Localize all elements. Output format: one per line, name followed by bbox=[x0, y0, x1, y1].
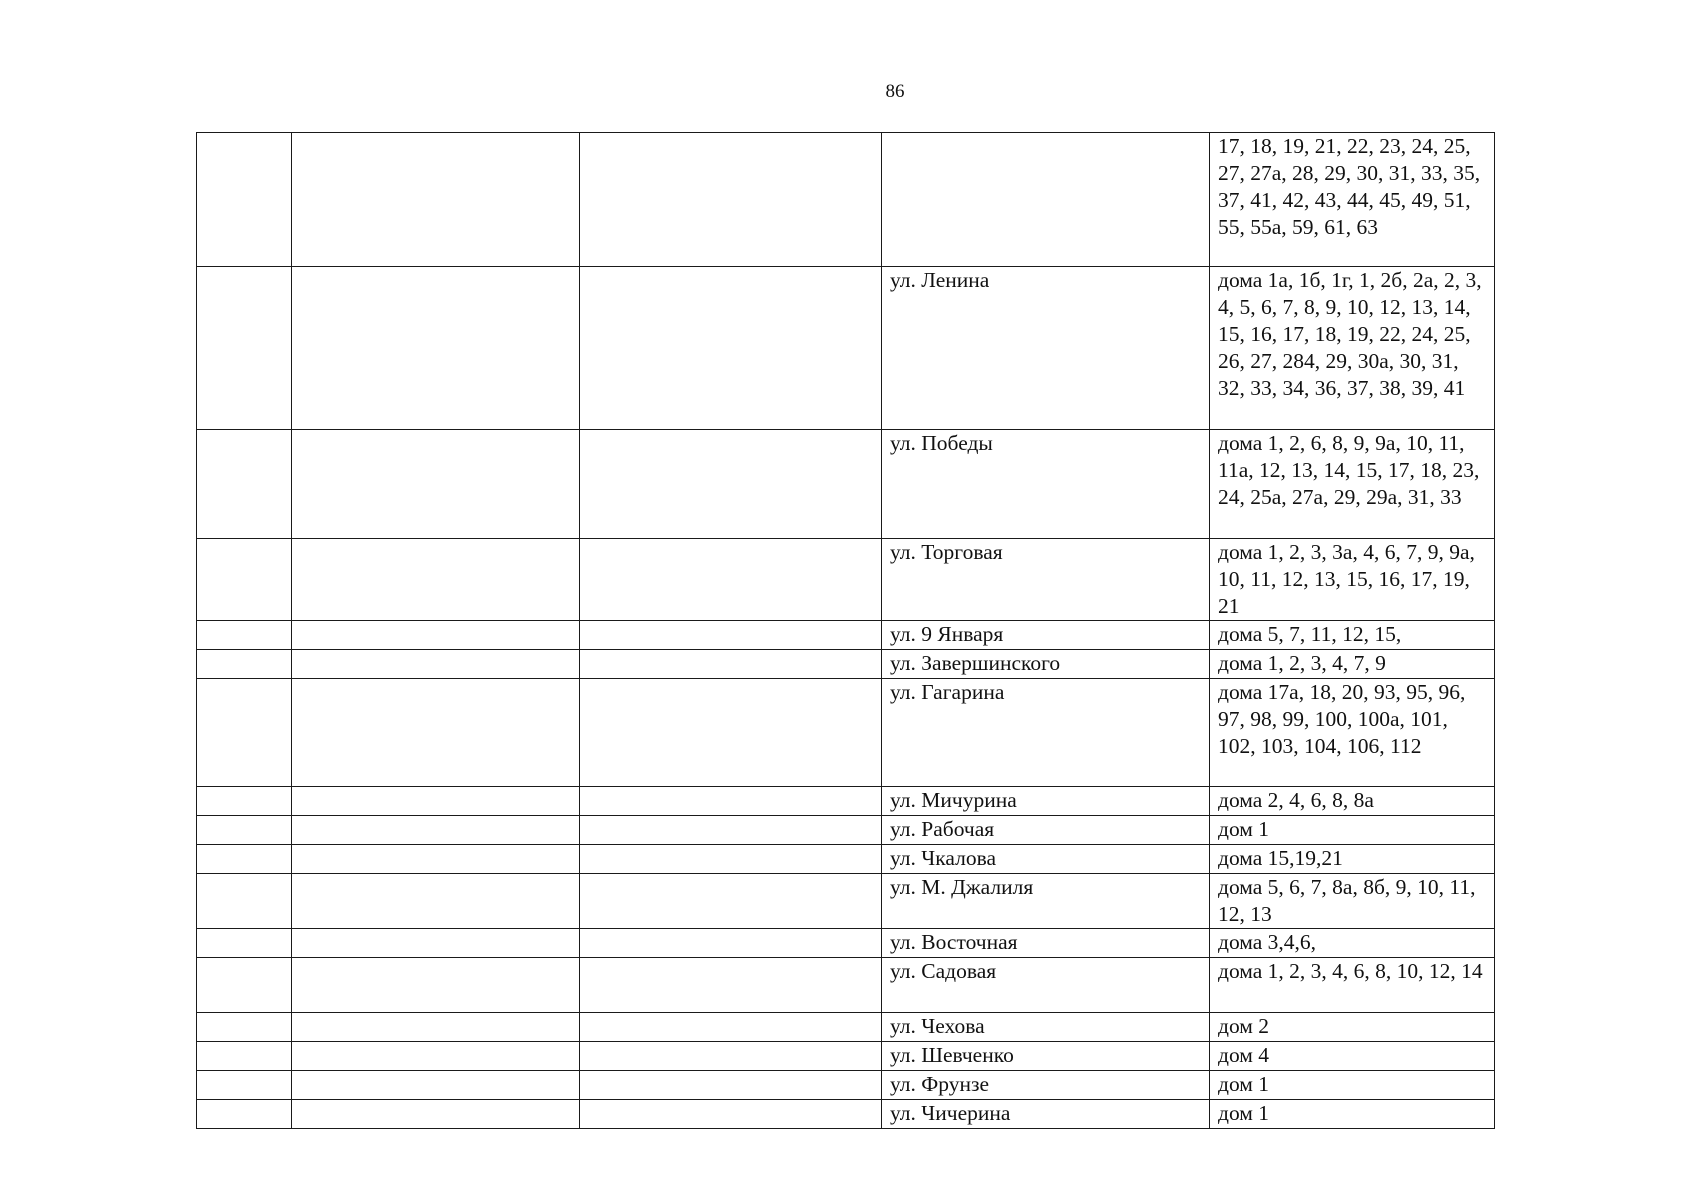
address-table bbox=[196, 132, 1495, 1129]
cell-locality bbox=[292, 267, 580, 430]
table-row bbox=[197, 539, 1495, 621]
cell-houses: дом 1 bbox=[1210, 816, 1495, 845]
cell-houses: дома 15,19,21 bbox=[1210, 845, 1495, 874]
cell-houses: дом 2 bbox=[1210, 1013, 1495, 1042]
table-row bbox=[197, 874, 1495, 929]
table-row bbox=[197, 1013, 1495, 1042]
cell-number bbox=[197, 133, 292, 267]
cell-street: ул. Победы bbox=[882, 430, 1210, 539]
cell-houses: дома 1, 2, 3, 4, 6, 8, 10, 12, 14 bbox=[1210, 958, 1495, 1013]
cell-houses: дома 5, 7, 11, 12, 15, bbox=[1210, 621, 1495, 650]
cell-locality bbox=[292, 679, 580, 787]
cell-organization bbox=[580, 874, 882, 929]
cell-houses: дом 1 bbox=[1210, 1100, 1495, 1129]
cell-street: ул. Восточная bbox=[882, 929, 1210, 958]
cell-number bbox=[197, 1013, 292, 1042]
cell-houses: дома 1, 2, 6, 8, 9, 9а, 10, 11, 11а, 12, 13, 14, 15, 17, 18, 23, 24, 25а, 27а, 29, 29а, 31, 33 bbox=[1210, 430, 1495, 539]
cell-street: ул. Мичурина bbox=[882, 787, 1210, 816]
cell-number bbox=[197, 1071, 292, 1100]
cell-organization bbox=[580, 1042, 882, 1071]
cell-number bbox=[197, 1042, 292, 1071]
cell-number bbox=[197, 650, 292, 679]
cell-organization bbox=[580, 1013, 882, 1042]
cell-street: ул. Чичерина bbox=[882, 1100, 1210, 1129]
cell-organization bbox=[580, 958, 882, 1013]
cell-locality bbox=[292, 787, 580, 816]
cell-houses: дома 1а, 1б, 1г, 1, 2б, 2а, 2, 3, 4, 5, 6, 7, 8, 9, 10, 12, 13, 14, 15, 16, 17, 18, 19, 22, 24, 25, 26, 27, 284, 29, 30а, 30, 31, 32, 33, 34, 36, 37, 38, 39, 41 bbox=[1210, 267, 1495, 430]
table-row bbox=[197, 929, 1495, 958]
cell-street: ул. Рабочая bbox=[882, 816, 1210, 845]
cell-organization bbox=[580, 1100, 882, 1129]
cell-houses: дома 5, 6, 7, 8а, 8б, 9, 10, 11, 12, 13 bbox=[1210, 874, 1495, 929]
cell-locality bbox=[292, 845, 580, 874]
cell-street: ул. 9 Января bbox=[882, 621, 1210, 650]
cell-number bbox=[197, 430, 292, 539]
cell-number bbox=[197, 787, 292, 816]
cell-locality bbox=[292, 430, 580, 539]
cell-street: ул. Чехова bbox=[882, 1013, 1210, 1042]
cell-organization bbox=[580, 621, 882, 650]
cell-number bbox=[197, 539, 292, 621]
cell-organization bbox=[580, 929, 882, 958]
cell-locality bbox=[292, 1042, 580, 1071]
cell-houses: дома 3,4,6, bbox=[1210, 929, 1495, 958]
cell-street: ул. Ленина bbox=[882, 267, 1210, 430]
cell-organization bbox=[580, 1071, 882, 1100]
cell-street: ул. Садовая bbox=[882, 958, 1210, 1013]
cell-number bbox=[197, 267, 292, 430]
cell-organization bbox=[580, 650, 882, 679]
cell-locality bbox=[292, 1071, 580, 1100]
cell-organization bbox=[580, 816, 882, 845]
table-row bbox=[197, 1100, 1495, 1129]
cell-street: ул. М. Джалиля bbox=[882, 874, 1210, 929]
cell-locality bbox=[292, 1100, 580, 1129]
table-row bbox=[197, 650, 1495, 679]
cell-number bbox=[197, 874, 292, 929]
cell-locality bbox=[292, 816, 580, 845]
table-row bbox=[197, 621, 1495, 650]
cell-number bbox=[197, 679, 292, 787]
table-row bbox=[197, 679, 1495, 787]
cell-street: ул. Чкалова bbox=[882, 845, 1210, 874]
cell-number bbox=[197, 929, 292, 958]
cell-number bbox=[197, 1100, 292, 1129]
cell-locality bbox=[292, 929, 580, 958]
cell-street bbox=[882, 133, 1210, 267]
cell-organization bbox=[580, 133, 882, 267]
cell-houses: дома 17а, 18, 20, 93, 95, 96, 97, 98, 99, 100, 100а, 101, 102, 103, 104, 106, 112 bbox=[1210, 679, 1495, 787]
table-row bbox=[197, 430, 1495, 539]
cell-houses: дом 4 bbox=[1210, 1042, 1495, 1071]
cell-organization bbox=[580, 787, 882, 816]
cell-locality bbox=[292, 1013, 580, 1042]
cell-locality bbox=[292, 874, 580, 929]
cell-locality bbox=[292, 650, 580, 679]
table-row bbox=[197, 133, 1495, 267]
cell-houses: 17, 18, 19, 21, 22, 23, 24, 25, 27, 27а, 28, 29, 30, 31, 33, 35, 37, 41, 42, 43, 44, 45, 49, 51, 55, 55а, 59, 61, 63 bbox=[1210, 133, 1495, 267]
cell-number bbox=[197, 621, 292, 650]
cell-street: ул. Гагарина bbox=[882, 679, 1210, 787]
page-number: 86 bbox=[885, 81, 905, 102]
cell-street: ул. Завершинского bbox=[882, 650, 1210, 679]
cell-organization bbox=[580, 679, 882, 787]
cell-organization bbox=[580, 267, 882, 430]
cell-houses: дом 1 bbox=[1210, 1071, 1495, 1100]
cell-houses: дома 2, 4, 6, 8, 8а bbox=[1210, 787, 1495, 816]
table-row bbox=[197, 816, 1495, 845]
cell-organization bbox=[580, 845, 882, 874]
cell-locality bbox=[292, 621, 580, 650]
table-row bbox=[197, 1071, 1495, 1100]
cell-number bbox=[197, 958, 292, 1013]
cell-number bbox=[197, 845, 292, 874]
cell-street: ул. Фрунзе bbox=[882, 1071, 1210, 1100]
table-row bbox=[197, 1042, 1495, 1071]
cell-locality bbox=[292, 958, 580, 1013]
table-row bbox=[197, 787, 1495, 816]
cell-locality bbox=[292, 133, 580, 267]
cell-number bbox=[197, 816, 292, 845]
table-row bbox=[197, 267, 1495, 430]
table-row bbox=[197, 845, 1495, 874]
cell-organization bbox=[580, 430, 882, 539]
cell-houses: дома 1, 2, 3, 3а, 4, 6, 7, 9, 9а, 10, 11, 12, 13, 15, 16, 17, 19, 21 bbox=[1210, 539, 1495, 621]
cell-houses: дома 1, 2, 3, 4, 7, 9 bbox=[1210, 650, 1495, 679]
cell-street: ул. Шевченко bbox=[882, 1042, 1210, 1071]
cell-organization bbox=[580, 539, 882, 621]
table-row bbox=[197, 958, 1495, 1013]
cell-street: ул. Торговая bbox=[882, 539, 1210, 621]
cell-locality bbox=[292, 539, 580, 621]
